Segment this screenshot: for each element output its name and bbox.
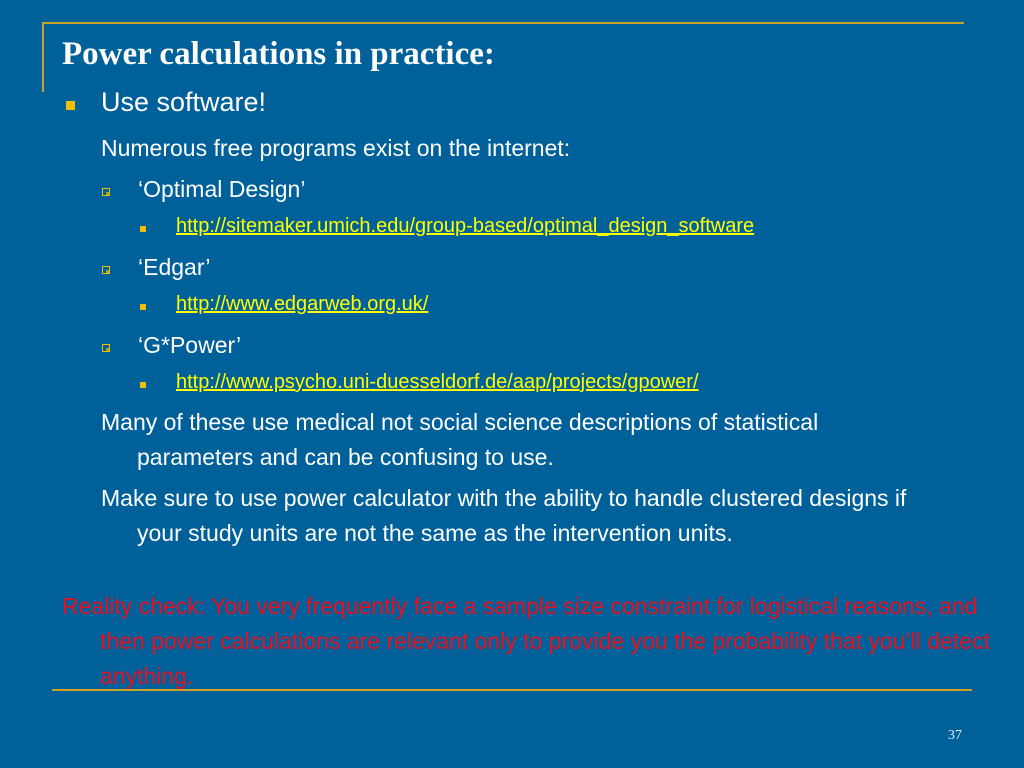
note-medical-descriptions: Many of these use medical not social science descriptions of statistical parameters and can be confusing to use. <box>101 409 819 470</box>
frame-left-rule <box>42 22 44 92</box>
small-square-bullet-icon <box>140 304 146 310</box>
link-gpower[interactable]: http://www.psycho.uni-duesseldorf.de/aap/projects/gpower/ <box>176 371 699 393</box>
hollow-square-bullet-icon <box>102 344 110 352</box>
slide-title: Power calculations in practice: <box>62 36 495 72</box>
program-name-optimal-design: ‘Optimal Design’ <box>138 176 306 202</box>
frame-bottom-rule <box>52 689 972 691</box>
hollow-square-bullet-icon <box>102 188 110 196</box>
frame-top-rule <box>42 22 964 24</box>
reality-check-text: Reality check: You very frequently face a sample size constraint for logistical reasons, and then power calculations are relevant only to provide you the probability that you’ll detect anything. <box>62 593 990 689</box>
hollow-square-bullet-icon <box>102 266 110 274</box>
intro-text: Numerous free programs exist on the internet: <box>101 135 571 161</box>
program-name-gpower: ‘G*Power’ <box>138 332 242 358</box>
main-bullet-text: Use software! <box>101 87 267 117</box>
program-name-edgar: ‘Edgar’ <box>138 254 211 280</box>
small-square-bullet-icon <box>140 382 146 388</box>
page-number: 37 <box>948 728 962 743</box>
note-clustered-designs: Make sure to use power calculator with the ability to handle clustered designs if your study units are not the same as the intervention units. <box>101 485 907 546</box>
link-optimal-design[interactable]: http://sitemaker.umich.edu/group-based/optimal_design_software <box>176 215 755 237</box>
square-bullet-icon <box>66 101 75 110</box>
link-edgar[interactable]: http://www.edgarweb.org.uk/ <box>176 293 429 315</box>
small-square-bullet-icon <box>140 226 146 232</box>
